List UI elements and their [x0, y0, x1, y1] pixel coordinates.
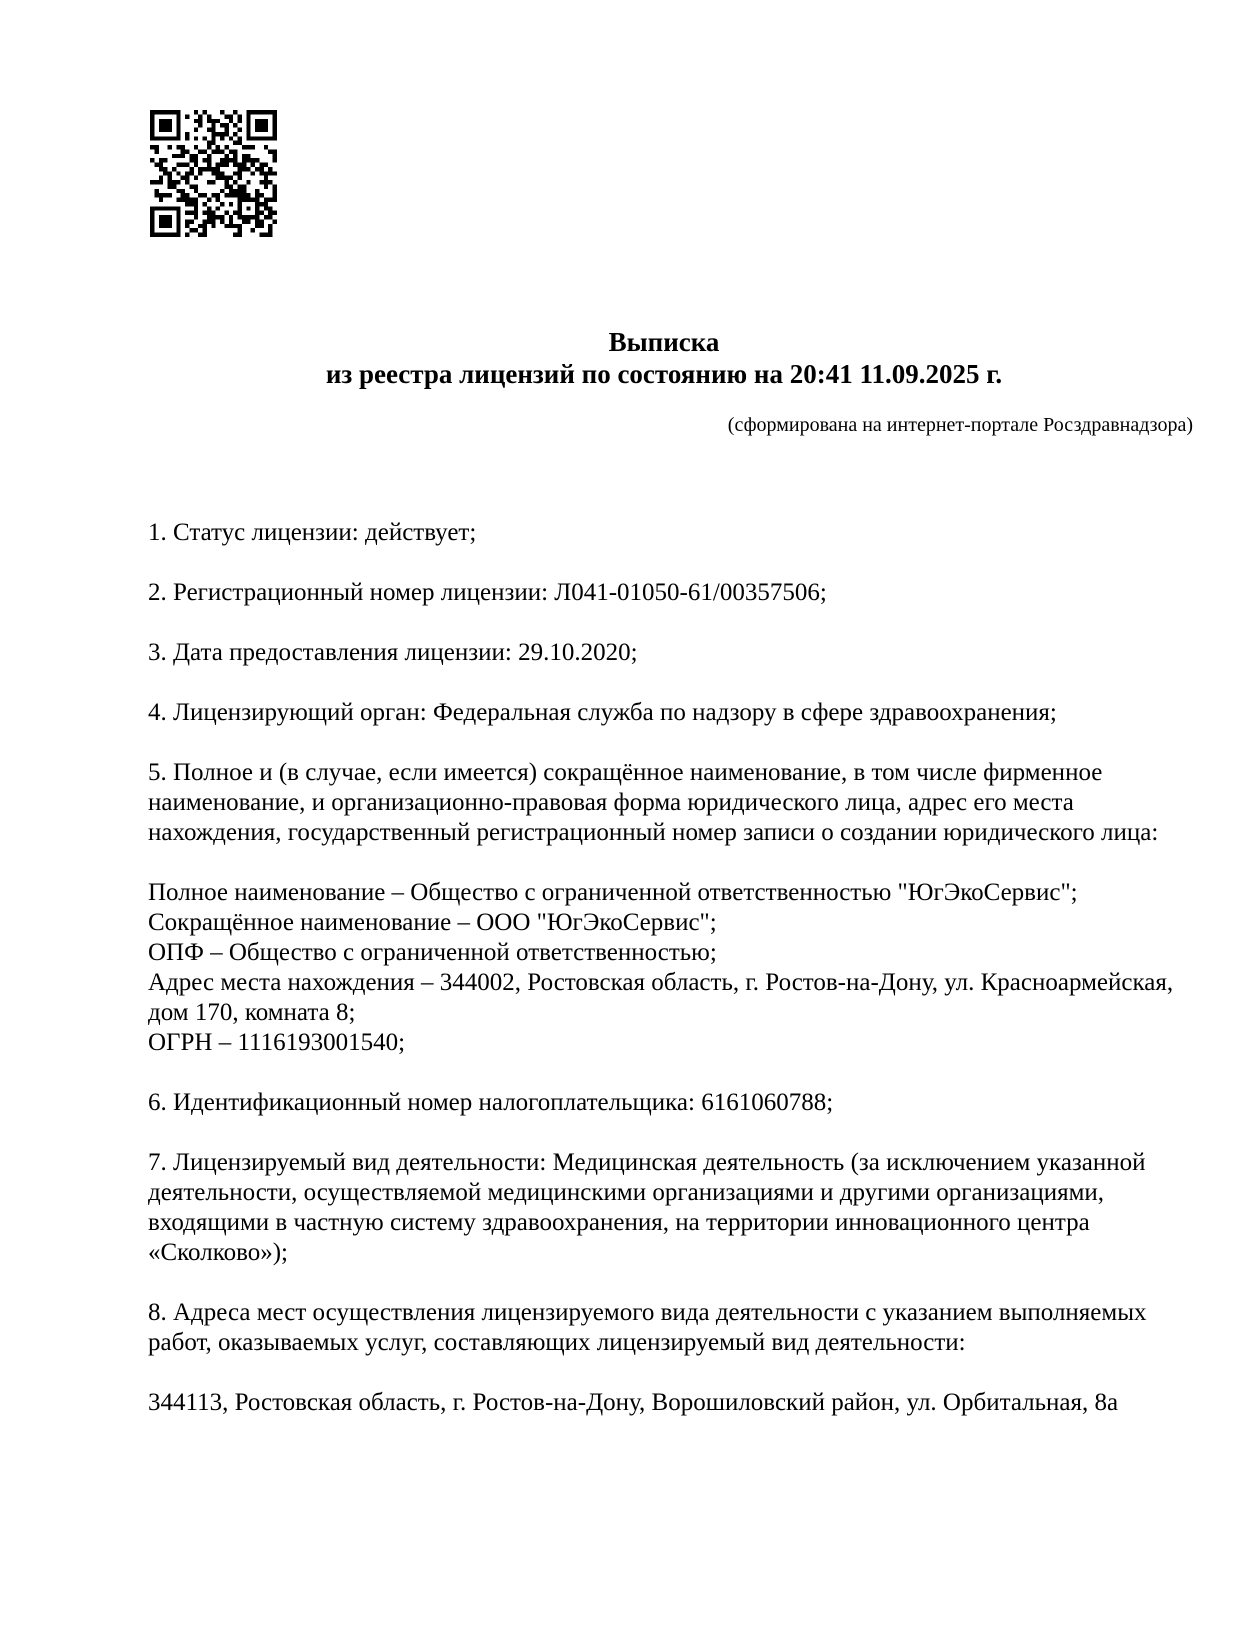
paragraph-inn: 6. Идентификационный номер налогоплательщика: 6161060788; — [148, 1089, 834, 1116]
paragraph-entity-intro: 5. Полное и (в случае, если имеется) сокращённое наименование, в том числе фирменное наименование, и организационно-правовая форма юридического лица, адрес его места нахождения, государственный регистрационный номер записи о создании юридического лица: — [148, 759, 1159, 846]
qr-code-icon — [150, 110, 277, 237]
entity-ogrn-line: ОГРН – 1116193001540; — [148, 1029, 406, 1056]
qr-code — [150, 110, 277, 237]
entity-opf-line: ОПФ – Общество с ограниченной ответственностью; — [148, 939, 717, 966]
entity-details-block — [148, 878, 1180, 1058]
entity-short-name-line: Сокращённое наименование – ООО "ЮгЭкоСервис"; — [148, 909, 717, 936]
paragraph-registration-number: 2. Регистрационный номер лицензии: Л041-01050-61/00357506; — [148, 579, 827, 606]
subtitle-note: (сформирована на интернет-портале Росздравнадзора) — [727, 414, 1193, 436]
paragraph-license-status: 1. Статус лицензии: действует; — [148, 519, 477, 546]
document-title-line1: Выписка — [608, 327, 720, 357]
paragraph-activity-addresses-intro: 8. Адреса мест осуществления лицензируемого вида деятельности с указанием выполняемых работ, оказываемых услуг, составляющих лицензируемый вид деятельности: — [148, 1299, 1147, 1356]
document-title — [148, 326, 1180, 390]
entity-address-line: Адрес места нахождения – 344002, Ростовская область, г. Ростов-на-Дону, ул. Красноармейская, дом 170, комната 8; — [148, 969, 1174, 1026]
document-title-line2: из реестра лицензий по состоянию на 20:41 11.09.2025 г. — [325, 359, 1003, 389]
paragraph-licensing-authority: 4. Лицензирующий орган: Федеральная служба по надзору в сфере здравоохранения; — [148, 699, 1057, 726]
entity-full-name-line: Полное наименование – Общество с ограниченной ответственностью "ЮгЭкоСервис"; — [148, 879, 1078, 906]
paragraph-grant-date: 3. Дата предоставления лицензии: 29.10.2020; — [148, 639, 638, 666]
paragraph-activity-type: 7. Лицензируемый вид деятельности: Медицинская деятельность (за исключением указанной деятельности, осуществляемой медицинскими организациями и другими организациями, входящими в частную систему здравоохранения, на территории инновационного центра «Сколково»); — [148, 1149, 1146, 1266]
activity-address-line: 344113, Ростовская область, г. Ростов-на-Дону, Ворошиловский район, ул. Орбитальная, 8а — [148, 1389, 1119, 1416]
